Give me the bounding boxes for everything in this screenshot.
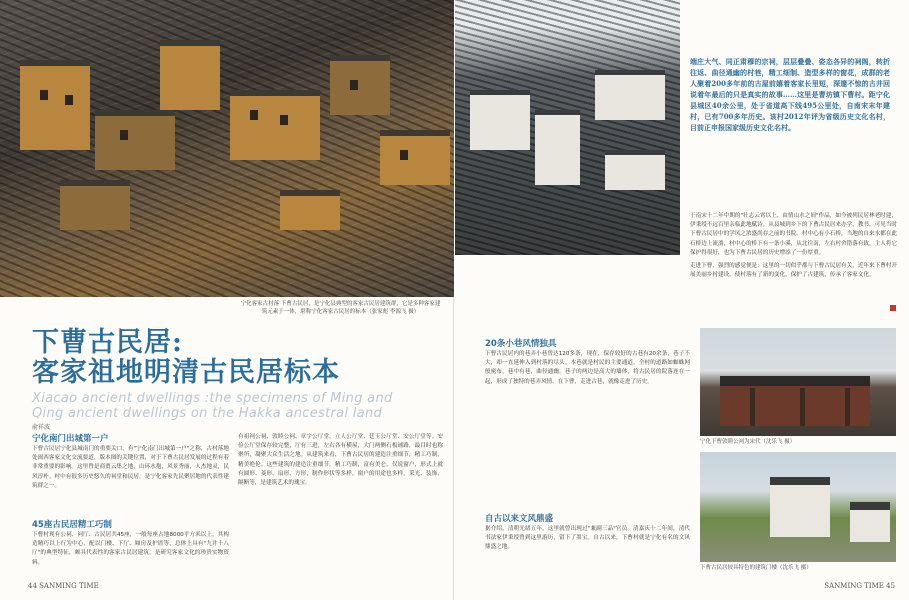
right-page	[455, 0, 909, 600]
gate-tower-photo	[700, 452, 896, 562]
right-top-body-2: 走进下曹，强烈的感觉便是：这里的一切似乎都与下曹古民居有关，近年来下曹村开展美丽乡村建设，使村落有了新的变化，保护了古建筑，传承了客家文化。	[690, 263, 897, 279]
end-mark-icon	[890, 305, 896, 311]
village-roofs-photo	[0, 0, 454, 297]
right-top-body-1: 于南宋十二年中期的"壮志云霄以上，由情山水之间"作品，如今被列民居林老时建，伊秉绶不远百里亲临此地赋诗。从县城到乡下的下曹古民居来办学，教书，可见当时下曹古民居中的学风之浓盛尚存之前的书院。村中心有小石桥，当地的自来水都在此石桥边上流淌，村中心的桥下有一条小溪，从北往南，左右村舍错落有致，主人将它保护得很好，也为下曹古民居的历史增添了一份厚重。	[690, 213, 897, 256]
page-number-left: 44 SANMING TIME	[28, 582, 99, 590]
intro-paragraph: 端庄大气、同正肃穆的宗祠，层层叠叠、姿态各异的祠阁，转折往返、曲径通幽的村巷，精工细制、造型多样的窗花，成群的老人聚着200多年前的古屋前嬉着客家长里短，深邃不惊的古井回说着年最后的只是真实的故事……这里是曹坊镇下曹村。距宁化县城区40余公里，处于省道高下线495公里处，自南宋末年建村，已有700多年历史。该村2012年评为省级历史文化名村，目前正申报国家级历史文化名村。	[690, 57, 890, 132]
title-line-1: 下曹古民居:	[32, 327, 183, 358]
section-heading-4: 自古以来文风鼎盛	[485, 514, 554, 524]
section-heading-2: 45座古民居精工巧制	[32, 520, 112, 530]
ancestral-hall-photo	[700, 328, 896, 436]
subtitle-en-line-1: Xiacao ancient dwellings :the specimens of Ming and	[32, 391, 393, 406]
title-line-2: 客家祖地明清古民居标本	[32, 357, 340, 388]
subtitle-en-line-2: Qing ancient dwellings on the Hakka ancestral land	[32, 406, 383, 421]
top-photo-caption: 宁化客家古村落 下曹古民居，是宁化县典型的客家古民居建筑群，它是多种客家建筑元素于一体，堪称宁化客家古民居的标本（张家彪 李源飞 摄）	[240, 301, 441, 315]
section-heading-1: 宁化南门出城第一户	[32, 434, 109, 444]
page-number-right: SANMING TIME 45	[824, 582, 895, 590]
section-heading-3: 20条小巷风情独具	[485, 339, 557, 349]
byline: 俞祥波	[32, 424, 51, 431]
alley-roofs-photo	[455, 0, 680, 255]
left-page	[0, 0, 454, 600]
hall-photo-caption: 宁化下曹敦睦公祠为宋代（沈乐飞 摄）	[700, 439, 796, 445]
section-body-3: 下曹古民居内的巷弄小巷曾达120多条，现在，保存较好的古巷有20余条，巷子不大，却一直延伸入到村落的尽头。本巷就是村民的主要通道，全村的道路如蜘蛛网般密布，巷中有巷，曲径通幽。巷子的两边是高大的墙体，将古民居的院落连在一起，形成了独特的巷弄风情。在下曹，走进古巷，就像走进了历史。	[485, 351, 690, 385]
section-body-1: 下曹古民居宁化县城南门的重要关口，有"宁化南门出城第一户"之称，古村落地处闽西客家文化交流要道，版本图的关键位置，对于下曹古民居发展的过程有着非常重要的影响。这里曾是商贾云集之地，山环水抱，风景秀丽，人杰地灵，民风淳朴。村中有很多历史悠久的祠堂和民居，是宁化客家先民聚居地的代表性建筑群之一。	[32, 446, 229, 489]
gate-photo-caption: 下曹古民居较具特色的建筑门楼（沈乐飞 摄）	[700, 565, 812, 571]
middle-column-text: 有祖祠公祠、敦睦公祠、章宇公厅堂，立人公厅堂、廷玉公厅堂、安公厅堂等。安俭公厅堂保存较完整，厅有三进，左右各有横屋，大门两侧石板铺路，最目时也称聚所，凝聚大众生活之地。从建筑来看，下曹古民居的建造注重细节，精工巧制，精美绝伦。这些建筑的建造注重细节。精工巧制，富有美仑，仅说窗户，形式上就有圆形、菱形、扇形、方形，制作形状等多样，窗户的用途也多样，采光、装饰、隔断等，是建筑艺术的瑰宝。	[238, 434, 443, 487]
section-body-4: 据介绍，清朝光绪五年，这里就曾出现过"兼副三品"官员。清嘉庆十二年间，清代书法家伊秉绶曾到这里游历，留下了墨宝。自古以来，下曹村就是宁化有名的文风鼎盛之地。	[485, 526, 690, 551]
section-body-2: 下曹村现有公祠、祠厅、古民居共45座，一般每座占地8000平方米以上，其构造精巧以上行为中心，配以门楼、下厅、厢房及护厝等，总体上具有"九井十八厅"的典型特征，颇具代表性的客家古民居建筑，是研究客家文化的珍贵实物资料。	[32, 532, 229, 566]
